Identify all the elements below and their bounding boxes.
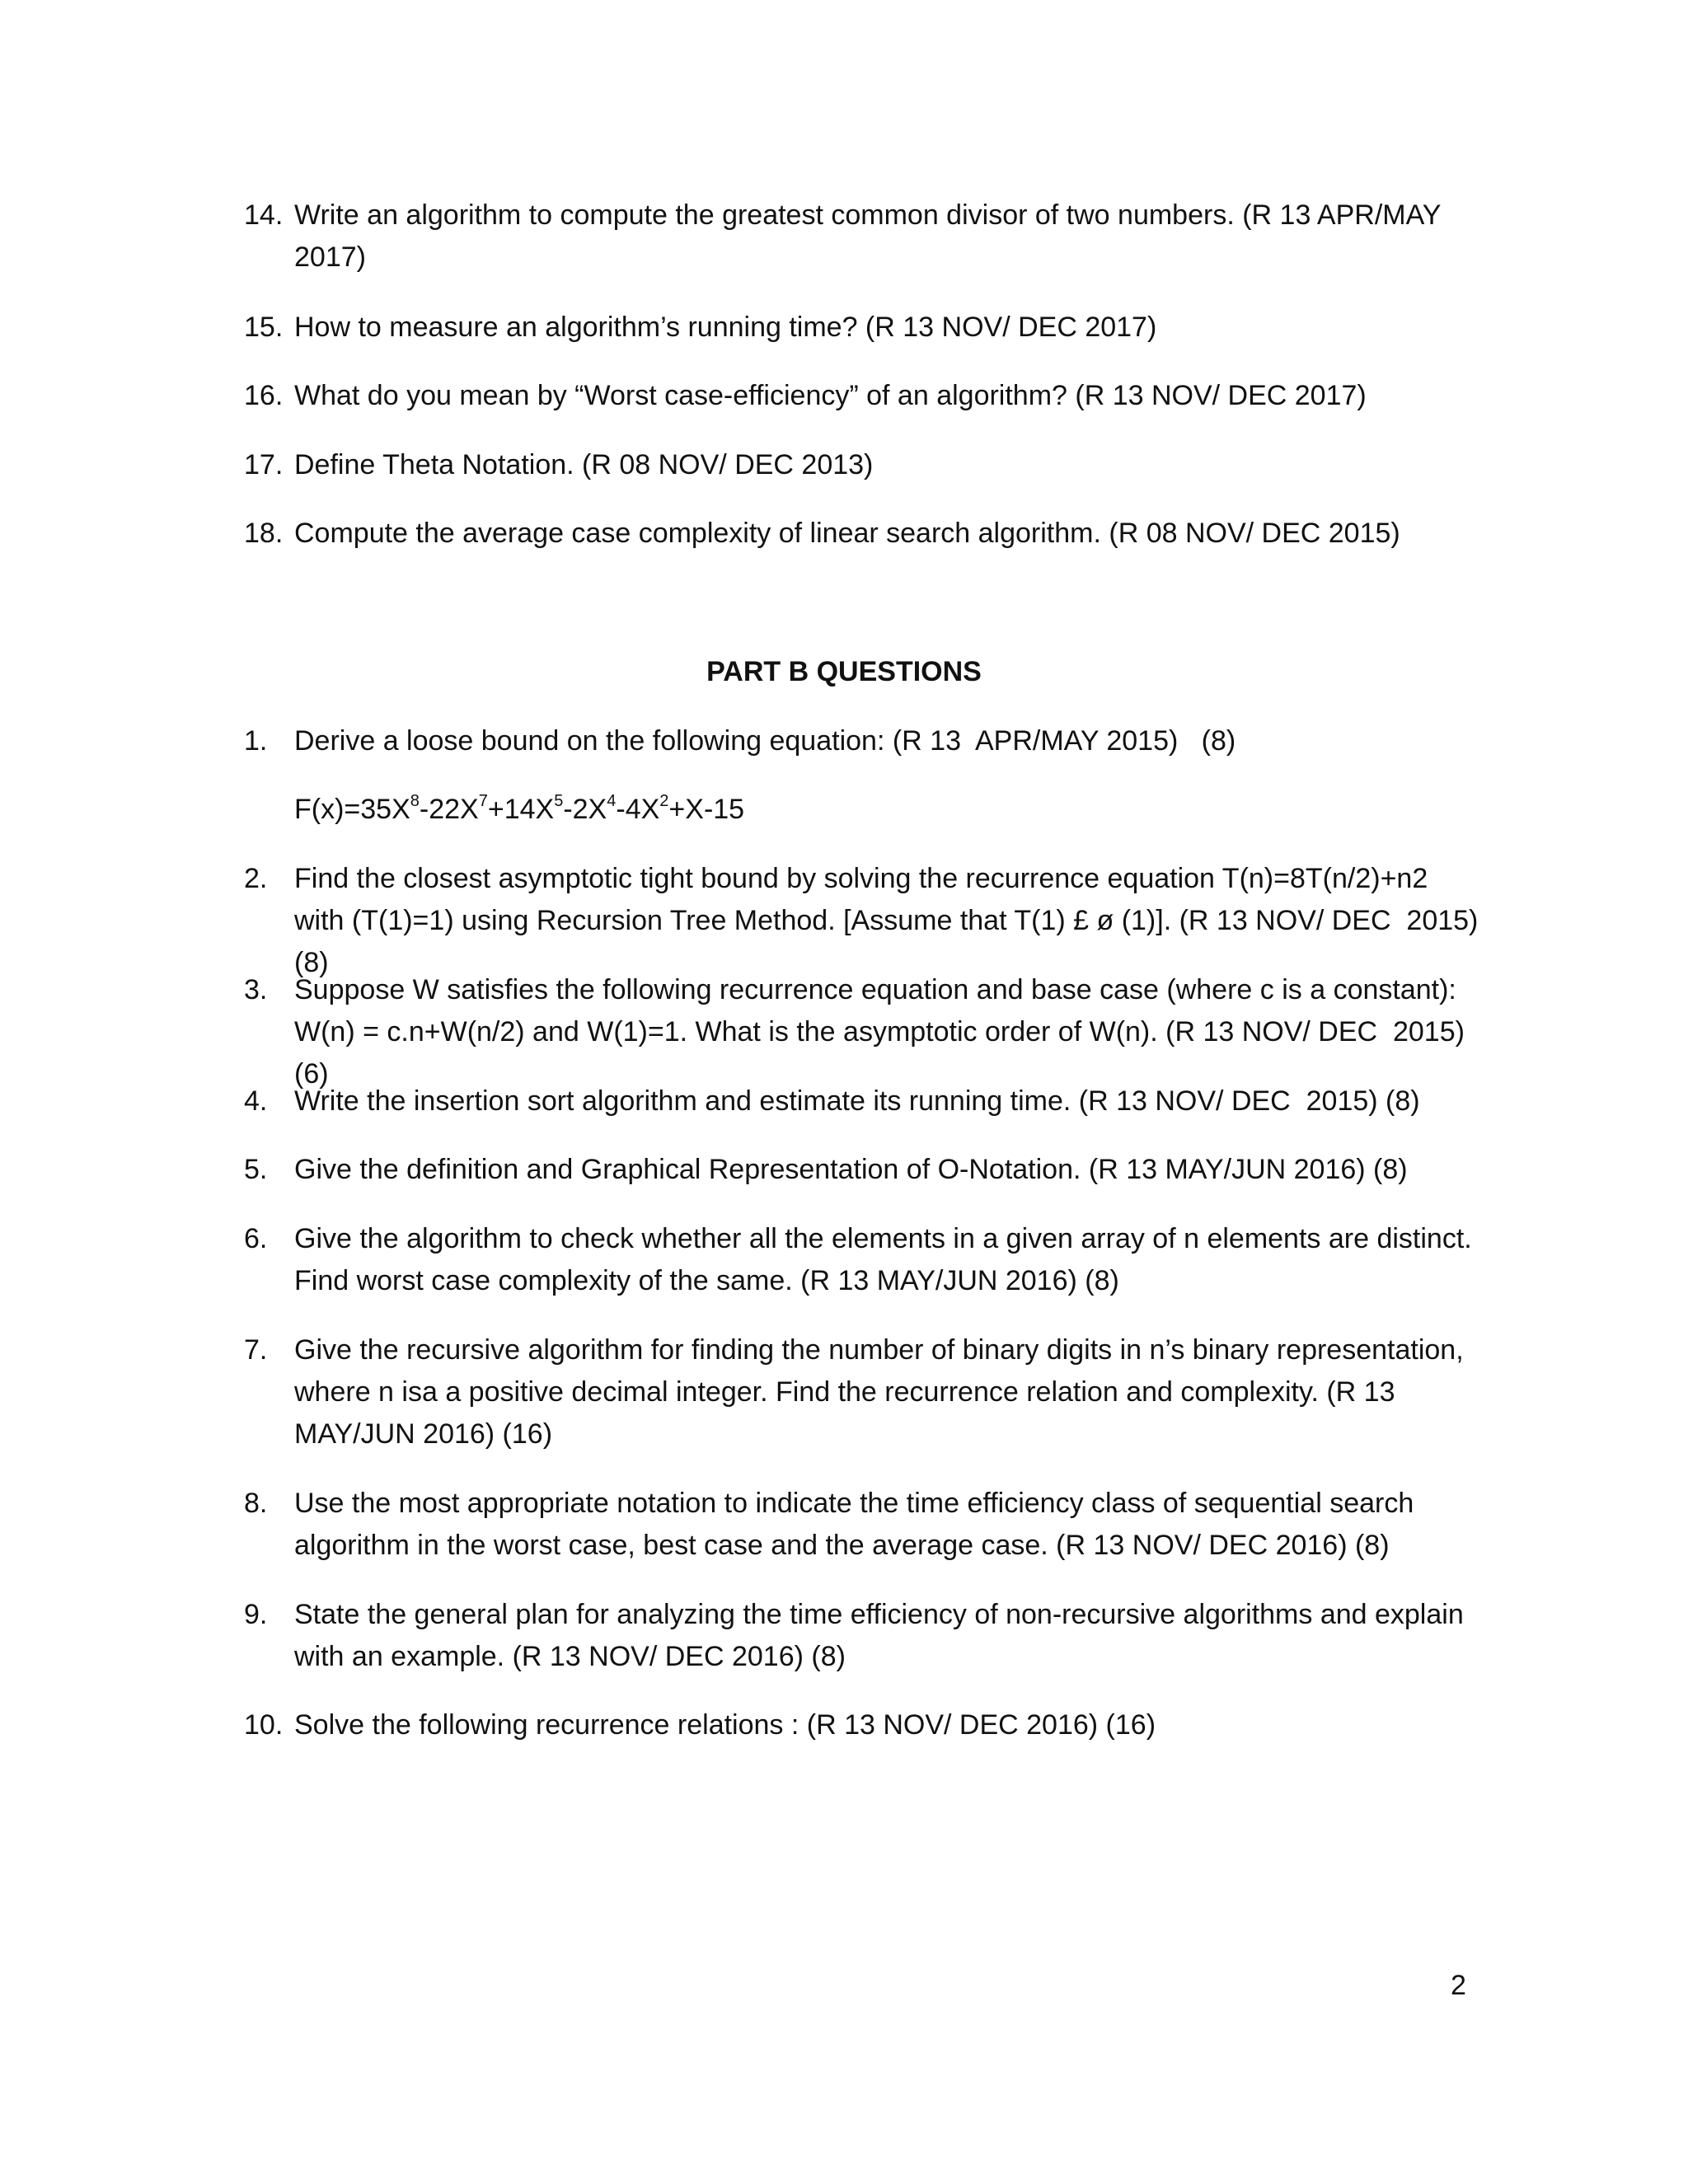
question-number: 9. (244, 1599, 268, 1630)
question-number: 17. (244, 449, 284, 480)
question-b3 (244, 969, 1480, 1095)
question-b8 (244, 1483, 1480, 1567)
question-text: Find the closest asymptotic tight bound by solving the recurrence equation T(n)=8T(n/2)+n2 with (T(1)=1) using Recursion Tree Method. [Assume that T(1) £ ø (1)]. (R 13 NOV/ DEC 2015) (8) (294, 863, 1479, 978)
formula-term: $+14X^5$ (487, 791, 564, 825)
question-number: 16. (244, 380, 284, 411)
question-b5 (244, 1149, 1480, 1191)
question-b9 (244, 1594, 1480, 1678)
question-text: What do you mean by “Worst case-efficiency” of an algorithm? (R 13 NOV/ DEC 2017) (294, 380, 1367, 411)
question-text: How to measure an algorithm’s running time? (R 13 NOV/ DEC 2017) (294, 312, 1157, 343)
question-number: 1. (244, 725, 268, 757)
question-text: Write an algorithm to compute the greatest common divisor of two numbers. (R 13 APR/MAY 2017) (294, 199, 1442, 273)
question-number: 3. (244, 974, 268, 1005)
question-a16 (244, 375, 1480, 417)
question-a17 (244, 444, 1480, 486)
question-number: 14. (244, 199, 284, 231)
question-text: Give the algorithm to check whether all the elements in a given array of n elements are distinct. Find worst case complexity of the same. (R 13 MAY/JUN 2016) (8) (294, 1223, 1472, 1296)
question-number: 6. (244, 1223, 268, 1254)
formula-term: +X-15 (668, 794, 745, 825)
question-text: Define Theta Notation. (R 08 NOV/ DEC 2013) (294, 449, 874, 480)
question-number: 18. (244, 518, 284, 549)
question-b2 (244, 858, 1480, 984)
polynomial-formula (294, 789, 744, 831)
page-number: 2 (1451, 1970, 1466, 2001)
question-text: Solve the following recurrence relations : (R 13 NOV/ DEC 2016) (16) (294, 1709, 1156, 1741)
question-text: Derive a loose bound on the following equation: (R 13 APR/MAY 2015) (8) (294, 725, 1236, 757)
question-text: Suppose W satisfies the following recurrence equation and base case (where c is a constant): W(n) = c.n+W(n/2) and W(1)=1. What is the asymptotic order of W(n). (R 13 NOV/ DEC 2015) (6) (294, 974, 1465, 1090)
formula-term: $-2X^4$ (563, 791, 617, 825)
question-b1 (244, 720, 1480, 762)
formula-term: $-4X^2$ (616, 791, 669, 825)
question-text: Compute the average case complexity of linear search algorithm. (R 08 NOV/ DEC 2015) (294, 518, 1400, 549)
question-b7 (244, 1329, 1480, 1455)
question-number: 10. (244, 1709, 284, 1741)
question-text: Use the most appropriate notation to indicate the time efficiency class of sequential search algorithm in the worst case, best case and the average case. (R 13 NOV/ DEC 2016) (8) (294, 1488, 1414, 1561)
formula-term: $F(x)=35X^8$ (294, 791, 420, 825)
question-text: Write the insertion sort algorithm and estimate its running time. (R 13 NOV/ DEC 2015) (8) (294, 1085, 1420, 1117)
question-number: 7. (244, 1334, 268, 1366)
question-number: 5. (244, 1154, 268, 1185)
question-number: 8. (244, 1488, 268, 1519)
question-b4 (244, 1080, 1480, 1122)
question-number: 4. (244, 1085, 268, 1117)
question-text: Give the definition and Graphical Representation of O-Notation. (R 13 MAY/JUN 2016) (8) (294, 1154, 1408, 1185)
question-number: 15. (244, 312, 284, 343)
formula-term: $-22X^7$ (419, 791, 488, 825)
question-a14 (244, 194, 1480, 279)
question-text: Give the recursive algorithm for finding the number of binary digits in n’s binary representation, where n isa a positive decimal integer. Find the recurrence relation and complexity. (R 13 MAY/JUN 2016) (16) (294, 1334, 1464, 1450)
question-text: State the general plan for analyzing the time efficiency of non-recursive algorithms and explain with an example. (R 13 NOV/ DEC 2016) (8) (294, 1599, 1464, 1672)
question-a18 (244, 513, 1480, 555)
question-a15 (244, 307, 1480, 349)
question-b10 (244, 1704, 1480, 1746)
question-number: 2. (244, 863, 268, 894)
section-heading: PART B QUESTIONS (706, 656, 982, 687)
question-b6 (244, 1218, 1480, 1302)
